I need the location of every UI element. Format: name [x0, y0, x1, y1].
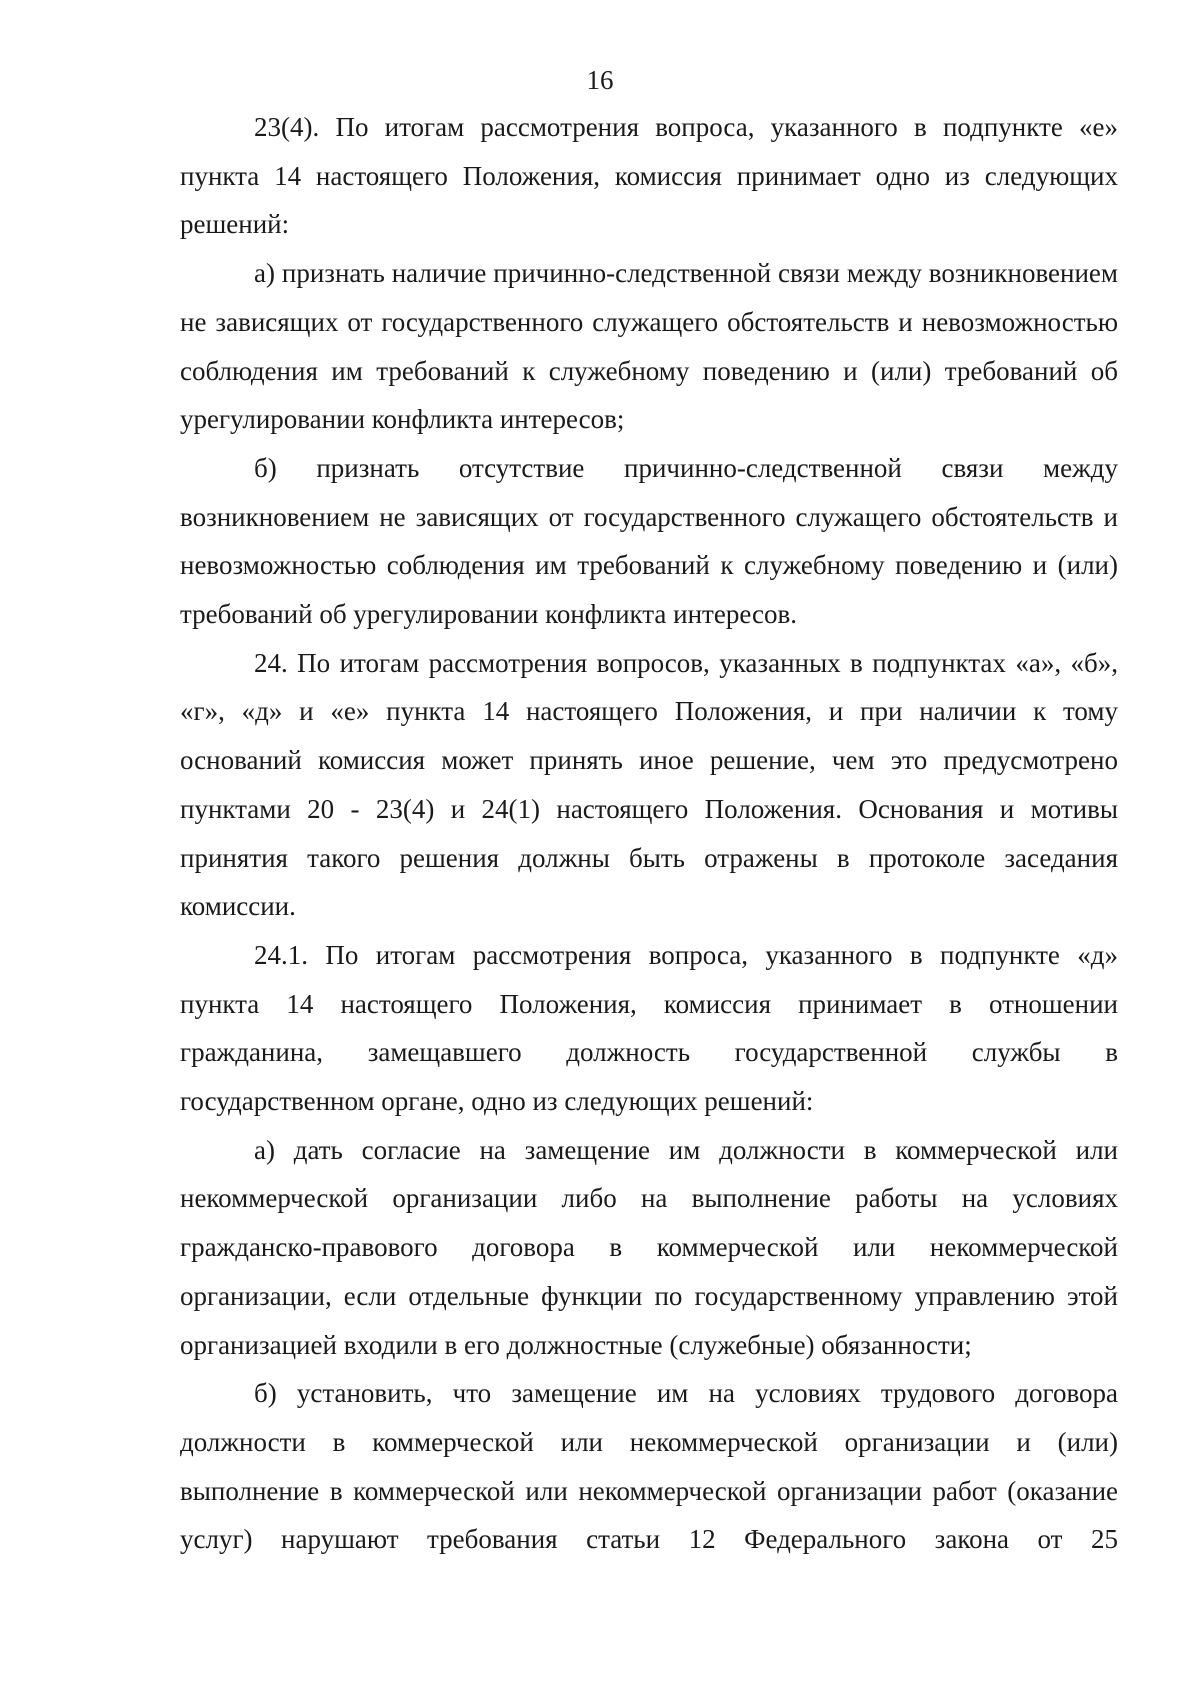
document-body — [180, 103, 1118, 1564]
paragraph-24-1-a: а) дать согласие на замещение им должности в коммерческой или некоммерческой организации либо на выполнение работы на условиях гражданско-правового договора в коммерческой или некоммерческой организации, если отдельные функции по государственному управлению этой организацией входили в его должностные (служебные) обязанности; — [180, 1134, 1118, 1360]
paragraph-24: 24. По итогам рассмотрения вопросов, указанных в подпунктах «а», «б», «г», «д» и «е» пункта 14 настоящего Положения, и при наличии к тому оснований комиссия может принять иное решение, чем это предусмотрено пунктами 20 - 23(4) и 24(1) настоящего Положения. Основания и мотивы принятия такого решения должны быть отражены в протоколе заседания комиссии. — [180, 647, 1118, 922]
paragraph-24-1: 24.1. По итогам рассмотрения вопроса, указанного в подпункте «д» пункта 14 настоящего Положения, комиссия принимает в отношении гражданина, замещавшего должность государственной службы в государственном органе, одно из следующих решений: — [180, 939, 1118, 1117]
paragraph-23-4: 23(4). По итогам рассмотрения вопроса, указанного в подпункте «е» пункта 14 настоящего Положения, комиссия принимает одно из следующих решений: — [180, 112, 1118, 240]
paragraph-24-1-b: б) установить, что замещение им на условиях трудового договора должности в коммерческой или некоммерческой организации и (или) выполнение в коммерческой или некоммерческой организации работ (оказание услуг) нарушают требования статьи 12 Федерального закона от 25 — [180, 1378, 1118, 1555]
page-number: 16 — [586, 65, 614, 95]
paragraph-23-4-a: а) признать наличие причинно-следственной связи между возникновением не зависящих от государственного служащего обстоятельств и невозможностью соблюдения им требований к служебному поведению и (или) требований об урегулировании конфликта интересов; — [180, 258, 1118, 435]
paragraph-23-4-b: б) признать отсутствие причинно-следственной связи между возникновением не зависящих от государственного служащего обстоятельств и невозможностью соблюдения им требований к служебному поведению и (или) требований об урегулировании конфликта интересов. — [180, 452, 1118, 630]
